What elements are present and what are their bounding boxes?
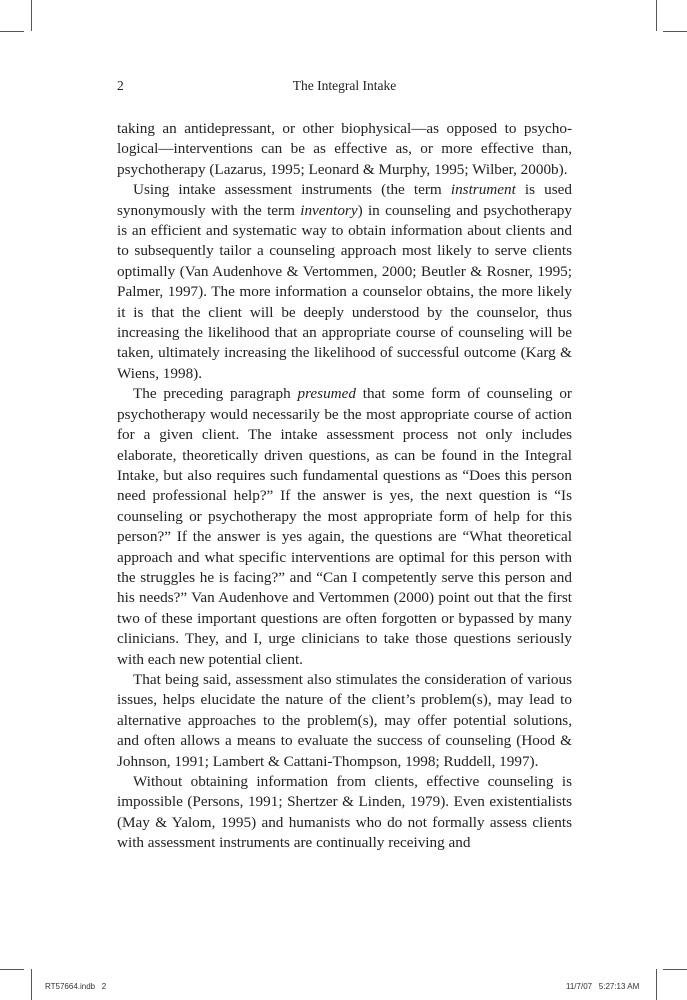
crop-mark-bottom-right [656, 969, 657, 1000]
italic-term: inventory [300, 201, 358, 219]
text-run: that some form of counseling or psychotherapy would necessarily be the most appropriate course of action for a given client. The intake assessment process not only includes elaborate, theoretically driven questions, as can be found in the Integral Intake, but also requires such fundamental questions as “Does this person need professional help?” If the answer is yes, the next question is “Is counseling or psychotherapy the most appropriate form of help for this person?” If the answer is yes again, the questions are “What theoretical approach and what specific interventions are optimal for this person with the struggles he is facing?” and “Can I competently serve this person and his needs?” Van Audenhove and Vertommen (2000) point out that the first two of these important questions are often forgotten or bypassed by many clinicians. They, and I, urge clinicians to take those questions seriously with each new potential client. [117, 385, 572, 668]
page-number: 2 [117, 78, 124, 93]
body-paragraph [117, 772, 572, 854]
print-slug-timestamp: 11/7/07 5:27:13 AM [566, 982, 640, 991]
running-title: The Integral Intake [292, 78, 397, 93]
crop-mark-top-left-horizontal [0, 31, 24, 32]
body-text [117, 119, 572, 854]
italic-term: instrument [450, 181, 516, 199]
italic-term: presumed [297, 385, 356, 403]
running-head [117, 78, 572, 98]
crop-mark-top-right-horizontal [663, 31, 687, 32]
body-paragraph [117, 670, 572, 772]
body-paragraph [117, 180, 572, 384]
crop-mark-top-right [656, 0, 657, 31]
crop-mark-bottom-left-horizontal [0, 969, 24, 970]
text-run: is used synonymously with the term [117, 181, 573, 219]
text-run: Using intake assessment instruments (the term [133, 181, 451, 199]
text-run: taking an antidepressant, or other biophysical—as opposed to psychological—interventions can be as effective as, or more effective than, psychotherapy (Lazarus, 1995; Leonard & Murphy, 1995; Wilber, 2000b). [117, 120, 572, 178]
text-run: ) in counseling and psychotherapy is an efficient and systematic way to obtain information about clients and to subsequently tailor a counseling approach most likely to serve clients optimally (Van Audenhove & Vertommen, 2000; Beutler & Rosner, 1995; Palmer, 1997). The more information a counselor obtains, the more likely it is that the client will be deeply understood by the counselor, thus increasing the likelihood that an appropriate course of counseling will be taken, ultimately increasing the likelihood of successful outcome (Karg & Wiens, 1998). [117, 201, 572, 382]
text-run: The preceding paragraph [133, 385, 298, 403]
body-paragraph [117, 119, 572, 180]
text-run: That being said, assessment also stimulates the consideration of various issues, helps elucidate the nature of the client’s problem(s), may lead to alternative approaches to the problem(s), may offer potential solutions, and often allows a means to evaluate the success of counseling (Hood & Johnson, 1991; Lambert & Cattani-Thompson, 1998; Ruddell, 1997). [117, 670, 572, 770]
body-paragraph [117, 384, 572, 670]
crop-mark-top-left [31, 0, 32, 31]
crop-mark-bottom-right-horizontal [663, 969, 687, 970]
crop-mark-bottom-left [31, 969, 32, 1000]
print-slug-file: RT57664.indb 2 [45, 982, 107, 991]
text-run: Without obtaining information from clients, effective counseling is impossible (Persons, 1991; Shertzer & Linden, 1979). Even existentialists (May & Yalom, 1995) and humanists who do not formally assess clients with assessment instruments are continually receiving and [117, 773, 572, 852]
